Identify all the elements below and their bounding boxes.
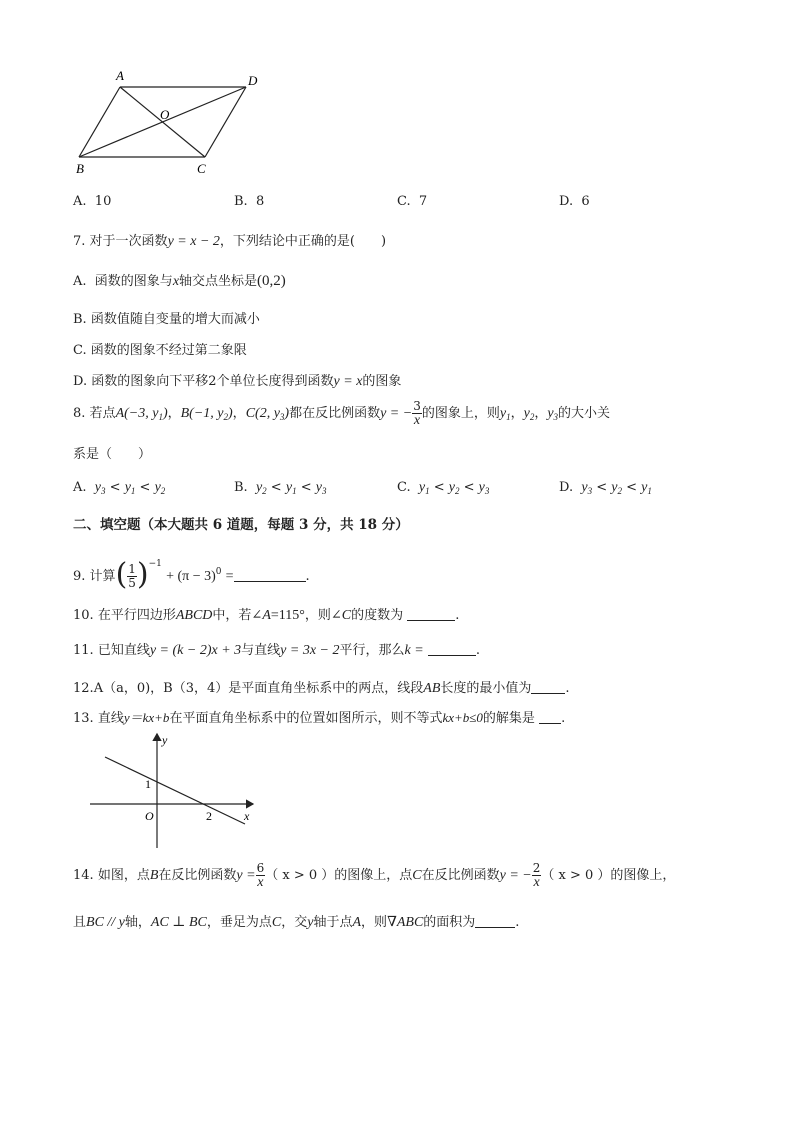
q6-option-d[interactable]: D. 6 bbox=[559, 194, 590, 209]
q7-stem: 7. 对于一次函数y = x − 2，下列结论中正确的是( ) bbox=[73, 234, 387, 249]
vertex-label-d: D bbox=[248, 73, 258, 88]
q12-stem: 12.A（a，0)，B（3，4）是平面直角坐标系中的两点，线段AB长度的最小值为 . bbox=[73, 681, 570, 696]
q13-stem: 13. 直线y＝kx+b在平面直角坐标系中的位置如图所示，则不等式kx+b≤0的解集是 . bbox=[73, 710, 566, 726]
x-axis-label: x bbox=[244, 809, 250, 823]
y-axis-label: y bbox=[162, 733, 168, 747]
q10-stem: 10. 在平行四边形ABCD中，若∠A=115°，则∠C的度数为 . bbox=[73, 608, 460, 623]
parallelogram-figure bbox=[70, 66, 270, 181]
q6-option-a[interactable]: A. 10 bbox=[73, 194, 112, 209]
q14-answer-blank[interactable] bbox=[475, 915, 515, 928]
q9-stem: 9. 计算( $\frac{1}{5}$ )$^{-1} + (\pi - 3)^0$ = . bbox=[73, 557, 310, 592]
q8-option-c[interactable]: C. $y_1 < y_2 < y_3$ bbox=[397, 480, 490, 496]
q8-option-b[interactable]: B. $y_2 < y_1 < y_3$ bbox=[234, 480, 327, 496]
vertex-label-a: A bbox=[116, 68, 124, 83]
q6-option-c[interactable]: C. 7 bbox=[397, 194, 428, 209]
q6-option-b[interactable]: B. 8 bbox=[234, 194, 265, 209]
section-heading-fill-in: 二、填空题（本大题共 6 道题，每题 3 分，共 18 分） bbox=[73, 517, 409, 533]
center-label-o: O bbox=[160, 107, 170, 122]
q13-answer-blank[interactable] bbox=[539, 711, 561, 724]
q7-option-a[interactable]: A. 函数的图象与x轴交点坐标是(0,2) bbox=[73, 273, 286, 289]
q8-stem-line1: 8. 若点A(−3, $y_1$)，B(−1, $y_2$)，C(2, $y_3$)都在反比例函数y = − $\frac{3}{x}$ 的图象上，则$y_1$，$y_2$，$y_3$的大小关 bbox=[73, 399, 611, 428]
q10-answer-blank[interactable] bbox=[407, 608, 455, 621]
q9-answer-blank[interactable] bbox=[234, 569, 306, 582]
q11-stem: 11. 已知直线y = (k − 2)x + 3与直线y = 3x − 2平行，那么k = . bbox=[73, 643, 480, 658]
y-intercept-label: 1 bbox=[145, 777, 151, 791]
x-intercept-label: 2 bbox=[206, 809, 212, 823]
q8-stem-line2: 系是（ ） bbox=[73, 447, 152, 462]
q11-answer-blank[interactable] bbox=[428, 643, 476, 656]
q7-option-b[interactable]: B. 函数值随自变量的增大而减小 bbox=[73, 312, 260, 327]
q14-stem-line1: 14. 如图，点B在反比例函数y = $\frac{6}{x}$ （ x > 0 ）的图像上，点C在反比例函数y = − $\frac{2}{x}$ （ x > 0 ）的图像上， bbox=[73, 861, 676, 890]
q8-option-a[interactable]: A. $y_3 < y_1 < y_2$ bbox=[73, 480, 166, 496]
q8-fraction: $\frac{3}{x}$ bbox=[413, 399, 421, 428]
origin-label: O bbox=[145, 809, 154, 823]
graph-line bbox=[105, 757, 245, 824]
q7-option-c[interactable]: C. 函数的图象不经过第二象限 bbox=[73, 343, 247, 358]
vertex-label-b: B bbox=[76, 161, 84, 176]
vertex-label-c: C bbox=[197, 161, 206, 176]
q14-stem-line2: 且BC // y轴，AC ⊥ BC，垂足为点C，交y轴于点A，则∇ABC的面积为 . bbox=[73, 915, 520, 930]
q12-answer-blank[interactable] bbox=[531, 681, 565, 694]
q7-option-d[interactable]: D. 函数的图象向下平移2个单位长度得到函数y = x的图象 bbox=[73, 374, 402, 389]
q13-line-graph bbox=[85, 728, 265, 853]
q8-option-d[interactable]: D. $y_3 < y_2 < y_1$ bbox=[559, 480, 652, 496]
